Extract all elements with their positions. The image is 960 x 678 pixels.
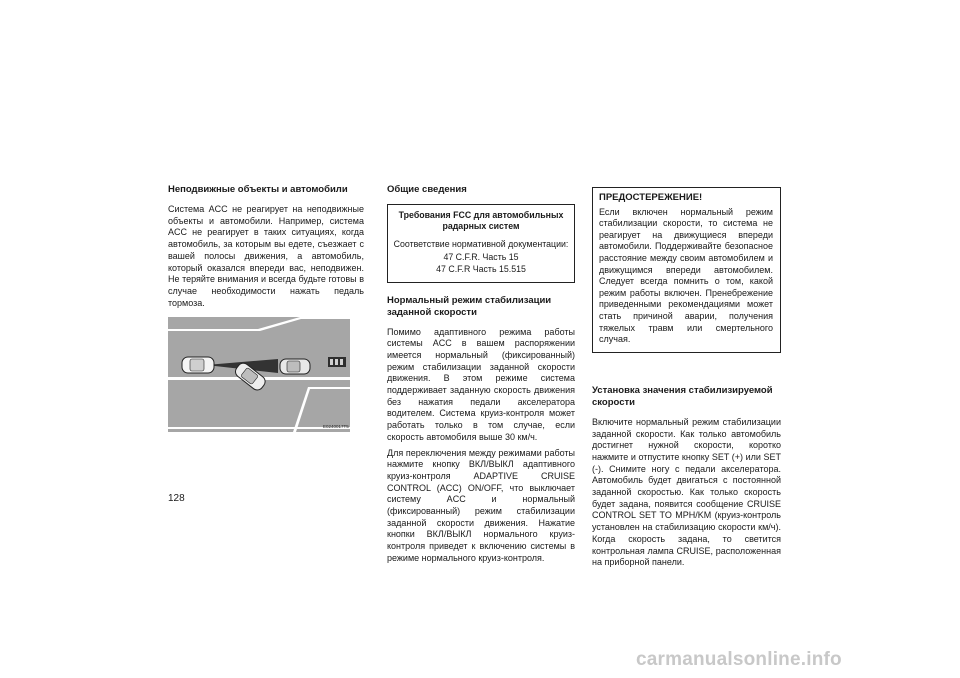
left-column [168, 184, 364, 432]
warning-text: Если включен нормальный режим стабилизации скорости, то система не реагирует на движущиеся впереди автомобили. Поддерживайте безопасное расстояние между своим автомобилем и движущимся впереди автомобилем. Следует всегда помнить о том, какой режим работы включен. Пренебрежение приведенными рекомендациями может стать причиной аварии, получения тяжелых травм или смертельного случая. [599, 206, 773, 345]
figure-code: E0240017T5 [323, 424, 349, 430]
set-speed-paragraph: Включите нормальный режим стабилизации заданной скорости. Как только автомобиль достигнет нужной скорости, коротко нажмите и отпустите кнопку SET (+) или SET (-). Снимите ногу с педали акселератора. Автомобиль будет двигаться с постоянной заданной скоростью. Как только скорость будет задана, появится сообщение CRUISE CONTROL SET TO MPH/KM (круиз-контроль установлен на стабилизацию скорости км/ч). Когда скорость задана, то светится контрольная лампа CRUISE, расположенная на приборной панели. [592, 416, 781, 568]
fcc-box-line3: 47 C.F.R Часть 15.515 [436, 264, 526, 274]
fcc-requirements-box [387, 204, 575, 283]
normal-cruise-heading-line1: Нормальный режим стабилизации [387, 294, 552, 306]
stationary-objects-paragraph: Система ACC не реагирует на неподвижные объекты и автомобили. Например, система ACC не реагирует в таких ситуациях, когда автомобиль, за которым вы едете, съезжает с вашей полосы движения, а автомобиль, который оказался впереди вас, неподвижен. Не теряйте внимания и всегда будьте готовы в случае необходимости нажать педаль тормоза. [168, 204, 364, 308]
right-column [592, 187, 781, 573]
watermark: carmanualsonline.info [636, 649, 842, 670]
mode-switch-paragraph: Для переключения между режимами работы нажмите кнопку ВКЛ/ВЫКЛ адаптивного круиз-контроля ADAPTIVE CRUISE CONTROL (ACC) ON/OFF, что выключает систему ACC и нормальный (фиксированный) режим стабилизации заданной скорости движения. Нажатие кнопки ВКЛ/ВЫКЛ нормального круиз-контроля приведет к включению системы в режиме нормального круиз-контроля. [387, 447, 575, 563]
section-heading-set-speed: Установка значения стабилизируемой скорости [592, 384, 773, 408]
section-heading-stationary-objects: Неподвижные объекты и автомобили [168, 184, 348, 195]
fcc-box-line2: 47 C.F.R. Часть 15 [443, 251, 519, 262]
own-car-icon [182, 357, 214, 373]
fcc-box-line1: Соответствие нормативной документации: [393, 239, 569, 249]
section-heading-general: Общие сведения [387, 184, 467, 195]
acc-symbol-icon [328, 357, 346, 367]
section-heading-normal-cruise [387, 295, 575, 319]
fcc-box-title: Требования FCC для автомобильных радарных систем [398, 210, 564, 231]
middle-column [387, 184, 575, 569]
warning-title: ПРЕДОСТЕРЕЖЕНИЕ! [599, 192, 703, 203]
acc-illustration [168, 317, 350, 432]
stopped-car-icon [280, 359, 310, 374]
normal-cruise-paragraph: Помимо адаптивного режима работы системы ACC в вашем распоряжении имеется нормальный (фиксированный) режим стабилизации заданной скорости движения. В этом режиме система поддерживает заданную скорость движения без нажатия педали акселератора водителем. Система круиз-контроля может работать только в том случае, если скорость автомобиля выше 30 км/ч. [387, 326, 575, 442]
warning-box [592, 187, 781, 353]
normal-cruise-heading-line2: заданной скорости [387, 306, 477, 318]
page-number: 128 [168, 493, 185, 504]
